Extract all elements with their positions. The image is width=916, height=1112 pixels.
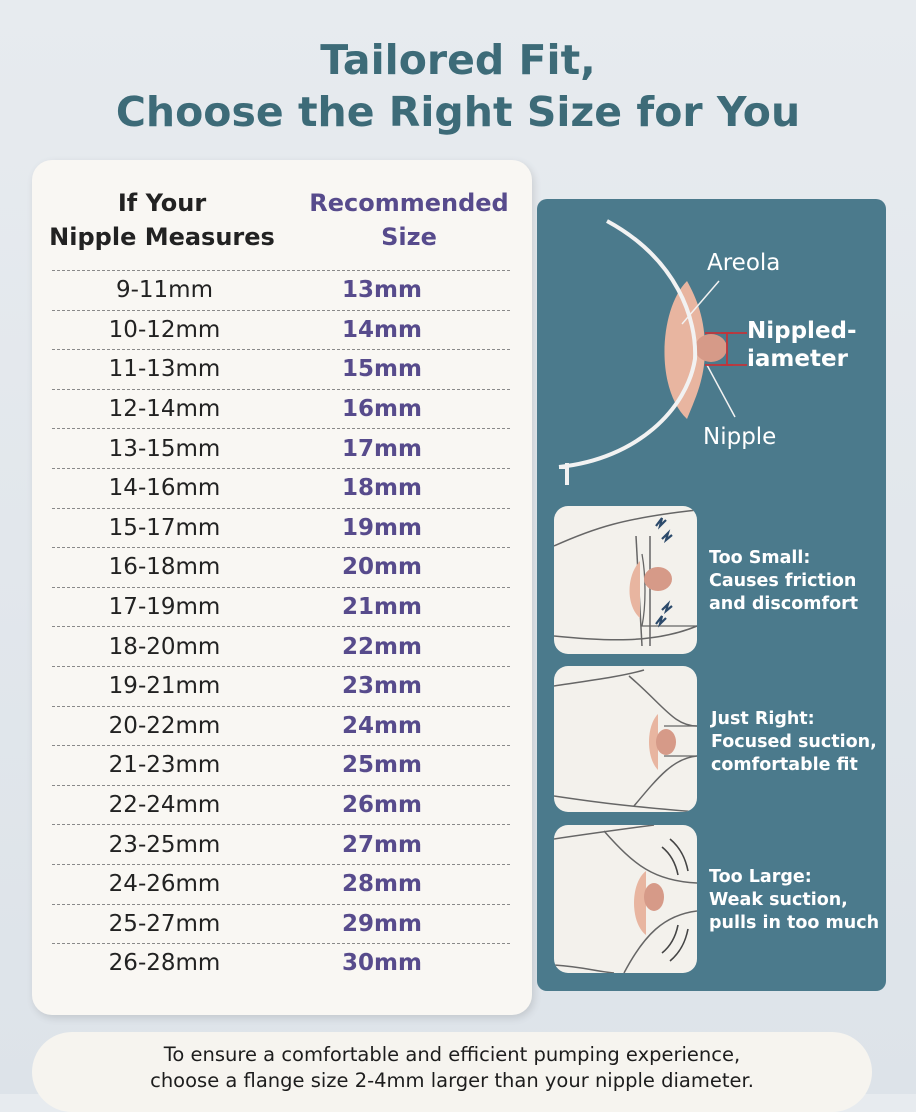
header-recommended-size: Recommended Size [309, 189, 509, 251]
nipple-measure-cell: 22-24mm [108, 792, 221, 819]
table-row [52, 270, 510, 310]
nipple-measure-cell: 24-26mm [108, 871, 221, 898]
recommended-size-cell: 15mm [342, 356, 422, 383]
too-small-illustration [554, 506, 697, 654]
page-title [0, 34, 916, 138]
nipple-measure-cell: 9-11mm [115, 277, 213, 304]
just-right-illustration [554, 666, 697, 812]
table-row [52, 864, 510, 904]
nipple-measure-cell: 15-17mm [108, 514, 221, 541]
table-row [52, 587, 510, 627]
recommended-size-cell: 26mm [342, 792, 422, 819]
recommended-size-cell: 25mm [342, 752, 422, 779]
too-large-illustration [554, 825, 697, 973]
nipple-measure-cell: 23-25mm [108, 831, 221, 858]
nipple-measure-cell: 19-21mm [108, 673, 221, 700]
nipple-measure-cell: 11-13mm [108, 356, 221, 383]
table-row [52, 547, 510, 587]
table-row [52, 468, 510, 508]
recommended-size-cell: 18mm [342, 475, 422, 502]
table-row [52, 508, 510, 548]
recommended-size-cell: 29mm [342, 910, 422, 937]
just-right-caption: Just Right: Focused suction, comfortable fit [711, 709, 877, 775]
table-row [52, 745, 510, 785]
recommended-size-cell: 24mm [342, 712, 422, 739]
nipple-measure-cell: 20-22mm [108, 712, 221, 739]
nipple-measure-cell: 12-14mm [108, 396, 221, 423]
nipple-label: Nipple [703, 424, 777, 450]
nipple-measure-cell: 10-12mm [108, 316, 221, 343]
table-row [52, 785, 510, 825]
nipple-measure-cell: 21-23mm [108, 752, 221, 779]
header-nipple-measures: If Your Nipple Measures [49, 189, 275, 251]
table-row [52, 389, 510, 429]
nipple-measure-cell: 18-20mm [108, 633, 221, 660]
table-row [52, 706, 510, 746]
recommended-size-cell: 22mm [342, 633, 422, 660]
recommended-size-cell: 17mm [342, 435, 422, 462]
recommended-size-cell: 27mm [342, 831, 422, 858]
recommended-size-cell: 16mm [342, 396, 422, 423]
table-row [52, 904, 510, 944]
recommended-size-cell: 13mm [342, 277, 422, 304]
nipple-measure-cell: 16-18mm [108, 554, 221, 581]
recommended-size-cell: 30mm [342, 950, 422, 977]
too-small-caption: Too Small: Causes friction and discomfort [709, 548, 859, 614]
table-row [52, 626, 510, 666]
table-row [52, 310, 510, 350]
recommended-size-cell: 14mm [342, 316, 422, 343]
nipple-measure-cell: 17-19mm [108, 594, 221, 621]
table-row [52, 824, 510, 864]
nipple-pointer [707, 365, 735, 417]
size-table-card [32, 160, 532, 1015]
title-line-2: Choose the Right Size for You [115, 88, 801, 136]
sizing-tip-note: To ensure a comfortable and efficient pumping experience, choose a flange size 2-4mm larger than your nipple diameter. [32, 1032, 872, 1112]
recommended-size-cell: 20mm [342, 554, 422, 581]
diagram-panel [537, 199, 886, 991]
table-row [52, 349, 510, 389]
title-line-1: Tailored Fit, [320, 36, 596, 84]
nipple-measure-cell: 13-15mm [108, 435, 221, 462]
size-rows [52, 270, 510, 983]
recommended-size-cell: 19mm [342, 514, 422, 541]
recommended-size-cell: 23mm [342, 673, 422, 700]
table-row [52, 943, 510, 983]
table-row [52, 666, 510, 706]
nipple-shape [695, 334, 727, 362]
nipple-measure-cell: 26-28mm [108, 950, 221, 977]
recommended-size-cell: 28mm [342, 871, 422, 898]
recommended-size-cell: 21mm [342, 594, 422, 621]
nipple-diameter-label: Nippled- iameter [747, 318, 857, 372]
nipple-measure-cell: 25-27mm [108, 910, 221, 937]
nipple-measure-cell: 14-16mm [108, 475, 221, 502]
areola-label: Areola [707, 250, 781, 276]
table-row [52, 428, 510, 468]
too-large-caption: Too Large: Weak suction, pulls in too much [709, 867, 880, 933]
